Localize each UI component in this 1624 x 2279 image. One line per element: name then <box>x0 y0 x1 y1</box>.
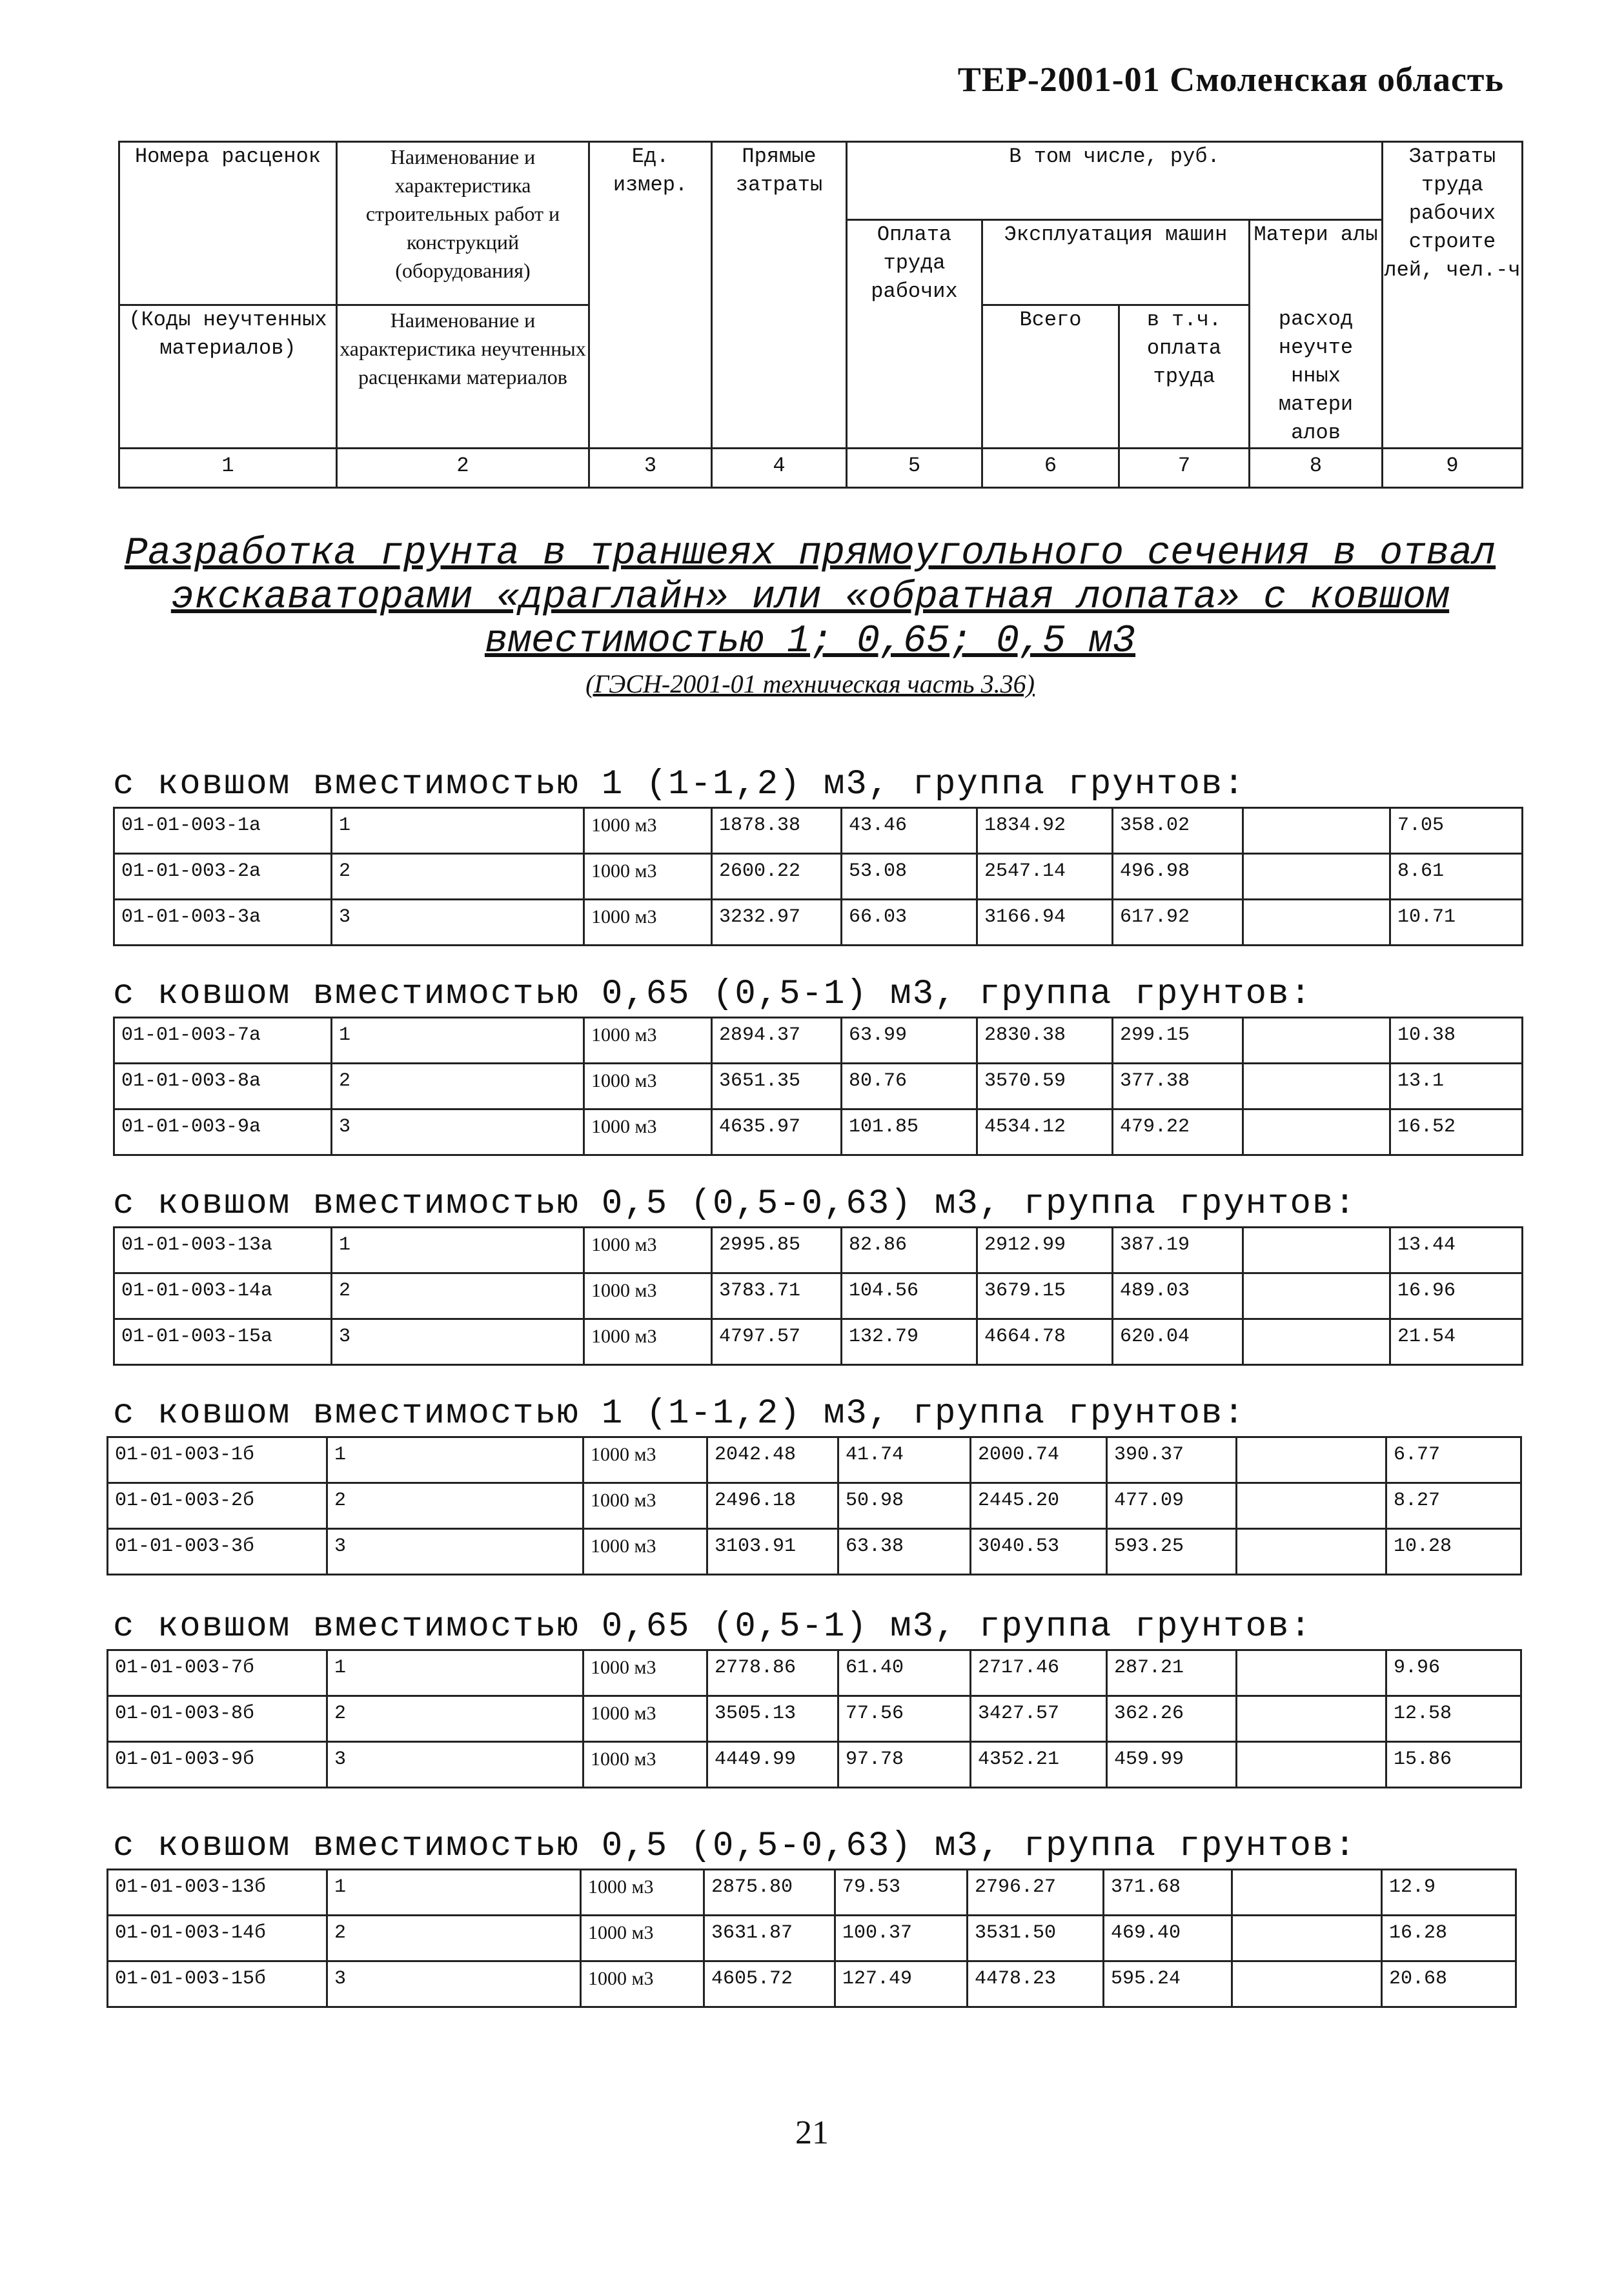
materials-cost <box>1237 1742 1386 1788</box>
labor-cost: 63.38 <box>838 1529 971 1575</box>
machines-cost: 2912.99 <box>977 1228 1113 1273</box>
machines-cost: 4478.23 <box>968 1961 1104 2007</box>
labor-hours: 15.86 <box>1386 1742 1521 1788</box>
soil-group: 2 <box>332 854 584 900</box>
table-row <box>108 1650 1521 1696</box>
column-header-table <box>118 141 1523 489</box>
materials-cost <box>1243 854 1390 900</box>
machines-labor-cost: 387.19 <box>1113 1228 1243 1273</box>
machines-labor-cost: 299.15 <box>1113 1018 1243 1064</box>
table-row <box>114 1064 1523 1109</box>
col-header-codes: Номера расценок <box>119 142 337 305</box>
soil-group: 3 <box>332 1109 584 1155</box>
rate-code: 01-01-003-7б <box>108 1650 327 1696</box>
materials-cost <box>1243 1273 1390 1319</box>
direct-cost: 2894.37 <box>712 1018 842 1064</box>
direct-cost: 2496.18 <box>707 1483 838 1529</box>
rate-code: 01-01-003-8а <box>114 1064 332 1109</box>
section-title-line-3: вместимостью 1; 0,65; 0,5 м3 <box>484 620 1136 663</box>
labor-hours: 10.28 <box>1386 1529 1521 1575</box>
unit: 1000 м3 <box>584 1650 707 1696</box>
labor-hours: 20.68 <box>1382 1961 1516 2007</box>
materials-cost <box>1243 900 1390 946</box>
unit: 1000 м3 <box>584 1018 712 1064</box>
materials-cost <box>1243 1228 1390 1273</box>
machines-labor-cost: 489.03 <box>1113 1273 1243 1319</box>
machines-cost: 3679.15 <box>977 1273 1113 1319</box>
materials-cost <box>1243 1064 1390 1109</box>
labor-cost: 50.98 <box>838 1483 971 1529</box>
col-header-unit: Ед. измер. <box>589 142 712 449</box>
direct-cost: 3651.35 <box>712 1064 842 1109</box>
machines-labor-cost: 593.25 <box>1107 1529 1237 1575</box>
direct-cost: 2778.86 <box>707 1650 838 1696</box>
unit: 1000 м3 <box>584 1064 712 1109</box>
materials-cost <box>1243 808 1390 854</box>
direct-cost: 2042.48 <box>707 1437 838 1483</box>
machines-cost: 2717.46 <box>971 1650 1107 1696</box>
unit: 1000 м3 <box>584 1483 707 1529</box>
col-number: 2 <box>337 448 589 487</box>
subsection-heading: с ковшом вместимостью 0,5 (0,5-0,63) м3, группа грунтов: <box>113 1184 1357 1224</box>
machines-cost: 2547.14 <box>977 854 1113 900</box>
unit: 1000 м3 <box>584 1109 712 1155</box>
machines-labor-cost: 377.38 <box>1113 1064 1243 1109</box>
materials-cost <box>1232 1916 1382 1961</box>
direct-cost: 4449.99 <box>707 1742 838 1788</box>
direct-cost: 4797.57 <box>712 1319 842 1365</box>
table-row <box>108 1437 1521 1483</box>
rate-code: 01-01-003-15а <box>114 1319 332 1365</box>
section-title-line-2: экскаваторами «драглайн» или «обратная лопата» с ковшом <box>170 576 1450 620</box>
col-number: 7 <box>1119 448 1250 487</box>
machines-labor-cost: 479.22 <box>1113 1109 1243 1155</box>
materials-cost <box>1237 1696 1386 1742</box>
machines-labor-cost: 390.37 <box>1107 1437 1237 1483</box>
labor-hours: 10.71 <box>1390 900 1523 946</box>
unit: 1000 м3 <box>584 1228 712 1273</box>
table-row <box>108 1916 1516 1961</box>
labor-cost: 66.03 <box>842 900 977 946</box>
labor-cost: 77.56 <box>838 1696 971 1742</box>
machines-cost: 4534.12 <box>977 1109 1113 1155</box>
machines-cost: 4352.21 <box>971 1742 1107 1788</box>
unit: 1000 м3 <box>584 1529 707 1575</box>
rate-code: 01-01-003-8б <box>108 1696 327 1742</box>
table-row <box>108 1483 1521 1529</box>
rate-code: 01-01-003-14а <box>114 1273 332 1319</box>
soil-group: 1 <box>327 1870 581 1916</box>
rate-code: 01-01-003-3а <box>114 900 332 946</box>
rate-code: 01-01-003-2а <box>114 854 332 900</box>
labor-hours: 16.28 <box>1382 1916 1516 1961</box>
rate-code: 01-01-003-1б <box>108 1437 327 1483</box>
direct-cost: 2875.80 <box>704 1870 835 1916</box>
soil-group: 1 <box>327 1437 584 1483</box>
section-title-line-1: Разработка грунта в траншеях прямоугольного сечения в отвал <box>124 532 1496 576</box>
table-row <box>108 1529 1521 1575</box>
materials-cost <box>1243 1018 1390 1064</box>
machines-cost: 1834.92 <box>977 808 1113 854</box>
labor-cost: 97.78 <box>838 1742 971 1788</box>
labor-hours: 7.05 <box>1390 808 1523 854</box>
materials-cost <box>1237 1483 1386 1529</box>
rates-table <box>107 1869 1517 2008</box>
col-header-group: В том числе, руб. <box>847 142 1383 220</box>
rate-code: 01-01-003-9а <box>114 1109 332 1155</box>
labor-hours: 12.9 <box>1382 1870 1516 1916</box>
table-row <box>108 1696 1521 1742</box>
unit: 1000 м3 <box>584 854 712 900</box>
soil-group: 1 <box>332 1018 584 1064</box>
machines-cost: 2830.38 <box>977 1018 1113 1064</box>
soil-group: 1 <box>332 808 584 854</box>
table-row <box>114 854 1523 900</box>
machines-labor-cost: 459.99 <box>1107 1742 1237 1788</box>
machines-cost: 4664.78 <box>977 1319 1113 1365</box>
machines-labor-cost: 496.98 <box>1113 854 1243 900</box>
table-row <box>114 808 1523 854</box>
rates-table <box>113 1017 1523 1156</box>
subsection-heading: с ковшом вместимостью 0,5 (0,5-0,63) м3, группа грунтов: <box>113 1827 1357 1866</box>
rate-code: 01-01-003-15б <box>108 1961 327 2007</box>
labor-cost: 80.76 <box>842 1064 977 1109</box>
rate-code: 01-01-003-3б <box>108 1529 327 1575</box>
materials-cost <box>1232 1870 1382 1916</box>
direct-cost: 3631.87 <box>704 1916 835 1961</box>
labor-cost: 127.49 <box>835 1961 968 2007</box>
machines-cost: 3166.94 <box>977 900 1113 946</box>
direct-cost: 1878.38 <box>712 808 842 854</box>
col-header-materials-use: расход неучте нных матери алов <box>1250 305 1383 449</box>
col-number: 9 <box>1383 448 1523 487</box>
subsection-heading: с ковшом вместимостью 0,65 (0,5-1) м3, группа грунтов: <box>113 1607 1312 1646</box>
machines-labor-cost: 617.92 <box>1113 900 1243 946</box>
table-row <box>114 1109 1523 1155</box>
section-subtitle: (ГЭСН-2001-01 техническая часть 3.36) <box>585 669 1035 698</box>
soil-group: 3 <box>332 1319 584 1365</box>
subsection-heading: с ковшом вместимостью 1 (1-1,2) м3, группа грунтов: <box>113 765 1246 804</box>
machines-labor-cost: 358.02 <box>1113 808 1243 854</box>
col-number: 4 <box>712 448 847 487</box>
rate-code: 01-01-003-14б <box>108 1916 327 1961</box>
col-header-name: Наименование и характеристика строительных работ и конструкций (оборудования) <box>337 142 589 305</box>
table-row <box>114 900 1523 946</box>
unit: 1000 м3 <box>584 1437 707 1483</box>
rate-code: 01-01-003-1а <box>114 808 332 854</box>
labor-hours: 6.77 <box>1386 1437 1521 1483</box>
labor-cost: 101.85 <box>842 1109 977 1155</box>
materials-cost <box>1237 1650 1386 1696</box>
machines-labor-cost: 469.40 <box>1104 1916 1232 1961</box>
machines-cost: 3040.53 <box>971 1529 1107 1575</box>
rates-table <box>107 1436 1522 1575</box>
soil-group: 3 <box>327 1742 584 1788</box>
rate-code: 01-01-003-9б <box>108 1742 327 1788</box>
col-header-hours: Затраты труда рабочих строите лей, чел.-ч <box>1383 142 1523 449</box>
table-row <box>108 1961 1516 2007</box>
labor-cost: 79.53 <box>835 1870 968 1916</box>
direct-cost: 2600.22 <box>712 854 842 900</box>
unit: 1000 м3 <box>581 1961 704 2007</box>
rate-code: 01-01-003-13б <box>108 1870 327 1916</box>
labor-hours: 16.96 <box>1390 1273 1523 1319</box>
unit: 1000 м3 <box>584 808 712 854</box>
labor-cost: 100.37 <box>835 1916 968 1961</box>
labor-hours: 10.38 <box>1390 1018 1523 1064</box>
materials-cost <box>1243 1109 1390 1155</box>
labor-cost: 61.40 <box>838 1650 971 1696</box>
materials-cost <box>1243 1319 1390 1365</box>
table-row <box>114 1018 1523 1064</box>
unit: 1000 м3 <box>581 1870 704 1916</box>
soil-group: 2 <box>327 1483 584 1529</box>
soil-group: 2 <box>327 1696 584 1742</box>
page-number: 21 <box>795 2114 829 2151</box>
rate-code: 01-01-003-2б <box>108 1483 327 1529</box>
machines-labor-cost: 287.21 <box>1107 1650 1237 1696</box>
labor-cost: 132.79 <box>842 1319 977 1365</box>
col-header-material-names: Наименование и характеристика неучтенных расценками материалов <box>337 305 589 449</box>
soil-group: 3 <box>332 900 584 946</box>
soil-group: 1 <box>332 1228 584 1273</box>
labor-hours: 8.27 <box>1386 1483 1521 1529</box>
labor-hours: 21.54 <box>1390 1319 1523 1365</box>
labor-hours: 9.96 <box>1386 1650 1521 1696</box>
direct-cost: 2995.85 <box>712 1228 842 1273</box>
col-number: 3 <box>589 448 712 487</box>
machines-cost: 2445.20 <box>971 1483 1107 1529</box>
unit: 1000 м3 <box>584 1742 707 1788</box>
col-header-machines: Эксплуатация машин <box>982 220 1250 305</box>
direct-cost: 4605.72 <box>704 1961 835 2007</box>
col-number: 8 <box>1250 448 1383 487</box>
rate-code: 01-01-003-13а <box>114 1228 332 1273</box>
table-row <box>114 1228 1523 1273</box>
rates-table <box>113 1226 1523 1366</box>
unit: 1000 м3 <box>581 1916 704 1961</box>
col-header-direct: Прямые затраты <box>712 142 847 449</box>
table-row <box>114 1273 1523 1319</box>
labor-cost: 41.74 <box>838 1437 971 1483</box>
soil-group: 2 <box>332 1064 584 1109</box>
labor-cost: 82.86 <box>842 1228 977 1273</box>
col-header-labor: Оплата труда рабочих <box>847 220 982 449</box>
col-number: 5 <box>847 448 982 487</box>
direct-cost: 3232.97 <box>712 900 842 946</box>
rates-table <box>113 807 1523 946</box>
soil-group: 3 <box>327 1961 581 2007</box>
col-number: 1 <box>119 448 337 487</box>
machines-labor-cost: 595.24 <box>1104 1961 1232 2007</box>
labor-cost: 43.46 <box>842 808 977 854</box>
materials-cost <box>1237 1437 1386 1483</box>
unit: 1000 м3 <box>584 1319 712 1365</box>
unit: 1000 м3 <box>584 1696 707 1742</box>
machines-cost: 2000.74 <box>971 1437 1107 1483</box>
soil-group: 3 <box>327 1529 584 1575</box>
table-row <box>114 1319 1523 1365</box>
machines-cost: 3427.57 <box>971 1696 1107 1742</box>
direct-cost: 3783.71 <box>712 1273 842 1319</box>
direct-cost: 3505.13 <box>707 1696 838 1742</box>
page-header: ТЕР-2001-01 Смоленская область <box>957 60 1504 99</box>
labor-cost: 53.08 <box>842 854 977 900</box>
machines-cost: 2796.27 <box>968 1870 1104 1916</box>
materials-cost <box>1232 1961 1382 2007</box>
col-header-materials: Матери алы <box>1250 220 1383 305</box>
unit: 1000 м3 <box>584 1273 712 1319</box>
labor-hours: 8.61 <box>1390 854 1523 900</box>
labor-hours: 16.52 <box>1390 1109 1523 1155</box>
col-header-machines-labor: в т.ч. оплата труда <box>1119 305 1250 449</box>
soil-group: 2 <box>327 1916 581 1961</box>
machines-labor-cost: 362.26 <box>1107 1696 1237 1742</box>
direct-cost: 4635.97 <box>712 1109 842 1155</box>
rates-table <box>107 1649 1522 1788</box>
machines-labor-cost: 620.04 <box>1113 1319 1243 1365</box>
labor-hours: 13.44 <box>1390 1228 1523 1273</box>
col-header-machines-total: Всего <box>982 305 1119 449</box>
labor-cost: 104.56 <box>842 1273 977 1319</box>
soil-group: 2 <box>332 1273 584 1319</box>
labor-cost: 63.99 <box>842 1018 977 1064</box>
subsection-heading: с ковшом вместимостью 0,65 (0,5-1) м3, группа грунтов: <box>113 975 1312 1014</box>
machines-labor-cost: 371.68 <box>1104 1870 1232 1916</box>
unit: 1000 м3 <box>584 900 712 946</box>
table-row <box>108 1870 1516 1916</box>
labor-hours: 12.58 <box>1386 1696 1521 1742</box>
rate-code: 01-01-003-7а <box>114 1018 332 1064</box>
col-number: 6 <box>982 448 1119 487</box>
col-header-material-codes: (Коды неучтенных материалов) <box>119 305 337 449</box>
machines-cost: 3570.59 <box>977 1064 1113 1109</box>
soil-group: 1 <box>327 1650 584 1696</box>
labor-hours: 13.1 <box>1390 1064 1523 1109</box>
subsection-heading: с ковшом вместимостью 1 (1-1,2) м3, группа грунтов: <box>113 1394 1246 1433</box>
machines-labor-cost: 477.09 <box>1107 1483 1237 1529</box>
machines-cost: 3531.50 <box>968 1916 1104 1961</box>
table-row <box>108 1742 1521 1788</box>
direct-cost: 3103.91 <box>707 1529 838 1575</box>
materials-cost <box>1237 1529 1386 1575</box>
